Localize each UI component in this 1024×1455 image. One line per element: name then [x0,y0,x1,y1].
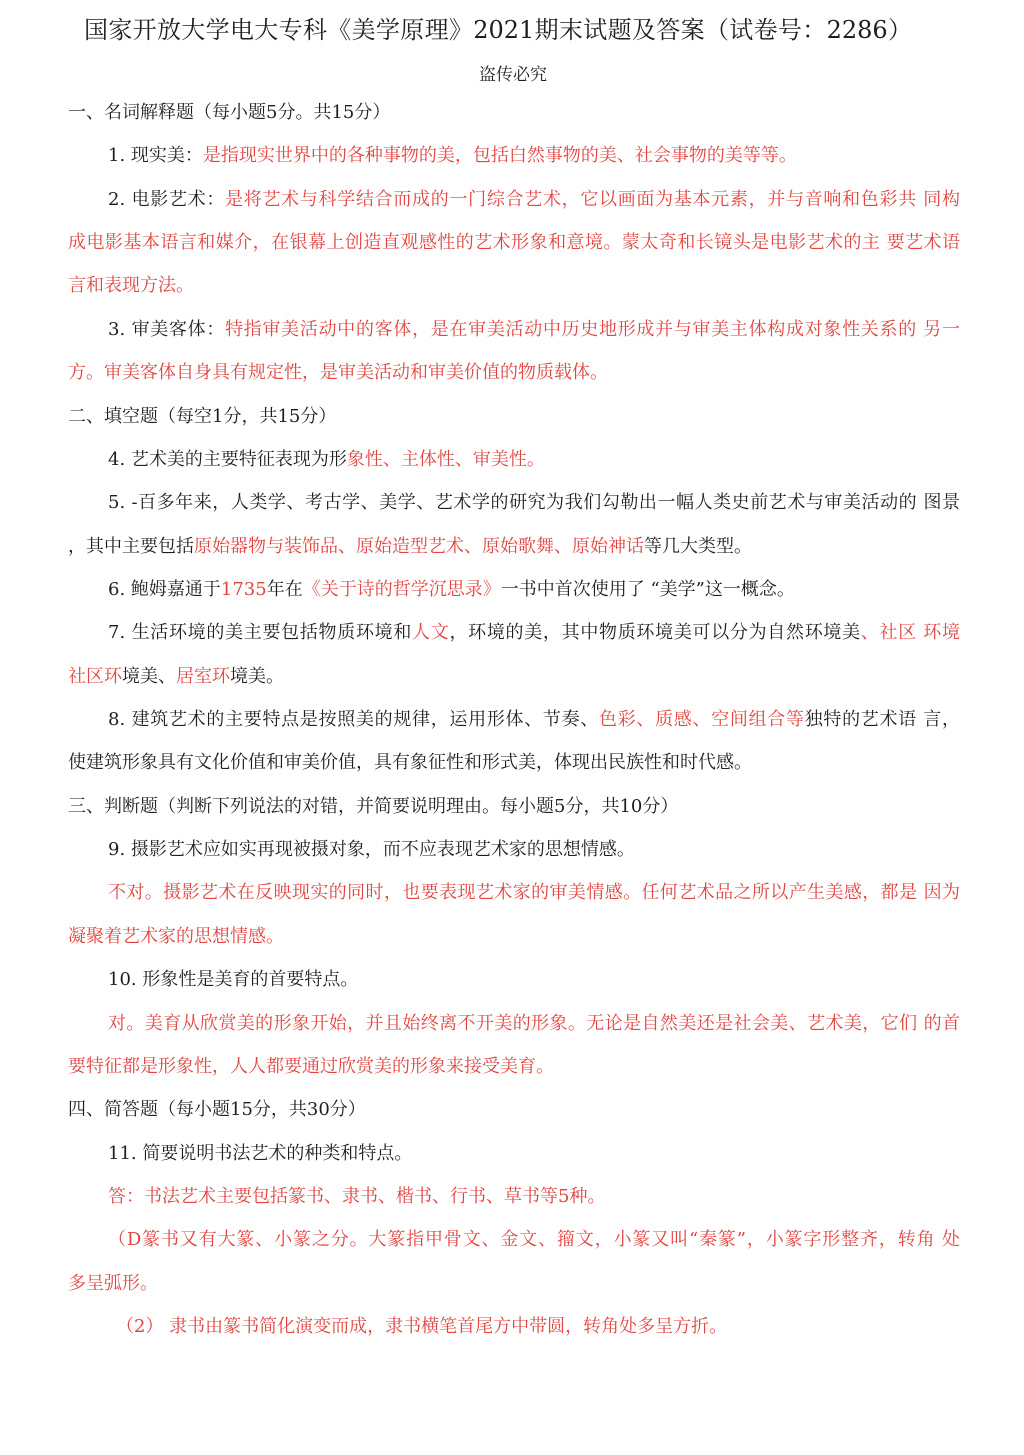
section-2-heading [68,395,960,438]
question-10 [68,958,960,1001]
question-text: 11. 简要说明书法艺术的种类和特点。 [108,1142,413,1164]
fill-in-answer: 《关于诗的哲学沉思录》 [302,578,501,600]
question-9 [68,828,960,871]
document-body [68,91,960,1348]
answer-text: 特指审美活动中的客体，是在审美活动中历史地形成并与审美主体构成对象性关系的 另一 [225,318,960,340]
question-text: 4. 艺术美的主要特征表现为形 [108,448,347,470]
answer-text: 方。审美客体自身具有规定性，是审美活动和审美价值的物质载体。 [68,362,608,384]
question-6-line-1 [68,568,960,611]
answer-text: 成电影基本语言和媒介，在银幕上创造直观感性的艺术形象和意境。蒙太奇和长镜头是电影艺术的主 要艺术语 [68,232,960,254]
question-4-line-1 [68,438,960,481]
question-2-line-1 [68,178,960,221]
question-text: 6. 鲍姆嘉通于 [108,578,221,600]
answer-9-line-2 [68,915,960,958]
question-8-line-1 [68,698,960,741]
question-text: 9. 摄影艺术应如实再现被摄对象，而不应表现艺术家的思想情感。 [108,839,635,861]
fill-in-answer: 象性、主体性、审美性。 [346,448,545,470]
answer-text: 多呈弧形。 [68,1272,158,1294]
question-8-line-2 [68,741,960,784]
answer-11-point-1-line-1 [68,1218,960,1261]
answer-text: 要特征都是形象性，人人都要通过欣赏美的形象来接受美育。 [68,1055,554,1077]
fill-in-answer: 人文 [412,622,450,644]
answer-11-point-1-line-2 [68,1262,960,1305]
fill-in-answer: 社区环 [68,665,122,687]
question-text: 境美、 [122,665,176,687]
question-stem: 2. 电影艺术： [108,188,226,210]
answer-text: 凝聚着艺术家的思想情感。 [68,925,284,947]
section-heading-text: 二、填空题（每空1分，共15分） [68,405,337,427]
question-11 [68,1132,960,1175]
answer-11-intro [68,1175,960,1218]
section-3-heading [68,785,960,828]
question-text: ，环境的美，其中物质环境美可以分为自然环境美 [449,622,861,644]
answer-9-line-1 [68,871,960,914]
question-text: 年在 [266,578,303,600]
answer-text: 是将艺术与科学结合而成的一门综合艺术，它以画面为基本元素，并与音响和色彩共 同构 [225,188,960,210]
question-7-line-2 [68,655,960,698]
question-text: 10. 形象性是美育的首要特点。 [108,969,359,991]
question-text: 7. 生活环境的美主要包括物质环境和 [108,622,413,644]
question-7-line-1 [68,611,960,654]
fill-in-answer: 原始器物与装饰品、原始造型艺术、原始歌舞、原始神话 [194,535,644,557]
section-heading-text: 四、简答题（每小题15分，共30分） [68,1099,366,1121]
question-3-line-2 [68,351,960,394]
answer-text: 是指现实世界中的各种事物的美，包括白然事物的美、社会事物的美等等。 [202,145,797,167]
answer-text: （D篆书又有大篆、小篆之分。大篆指甲骨文、金文、籀文，小篆又叫“秦篆”，小篆字形整齐，转角 处 [108,1229,960,1251]
question-text: 一书中首次使用了 “美学”这一概念。 [500,578,795,600]
section-4-heading [68,1088,960,1131]
fill-in-answer: 1735 [220,578,267,600]
question-text: ，其中主要包括 [68,535,194,557]
answer-text: 不对。摄影艺术在反映现实的同时，也要表现艺术家的审美情感。任何艺术品之所以产生美感，都是 因为 [108,882,960,904]
answer-10-line-2 [68,1045,960,1088]
copyright-notice: 盗传必究 [479,65,547,85]
answer-text: 言和表现方法。 [68,275,194,297]
question-text: 等几大类型。 [644,535,752,557]
answer-text: 答：书法艺术主要包括篆书、隶书、楷书、行书、草书等5种。 [108,1185,606,1207]
question-text: 使建筑形象具有文化价值和审美价值，具有象征性和形式美，体现出民族性和时代感。 [68,752,752,774]
section-heading-text: 三、判断题（判断下列说法的对错，并简要说明理由。每小题5分，共10分） [68,795,679,817]
section-heading-text: 一、名词解释题（每小题5分。共15分） [68,102,391,123]
answer-11-point-2 [68,1305,960,1348]
answer-text: （2） 隶书由篆书简化演变而成，隶书横笔首尾方中带圆，转角处多呈方折。 [116,1316,728,1338]
question-text: 境美。 [230,665,284,687]
document-title: 国家开放大学电大专科《美学原理》2021期末试题及答案（试卷号：2286） [84,16,912,44]
question-text: 5. -百多年来，人类学、考古学、美学、艺术学的研究为我们勾勒出一幅人类史前艺术与审美活动的 图景 [108,492,960,514]
question-text: 8. 建筑艺术的主要特点是按照美的规律，运用形体、节奏、 [108,709,600,731]
question-2-line-3 [68,264,960,307]
question-stem: 1. 现实美： [108,145,203,167]
answer-text: 对。美育从欣赏美的形象开始，并且始终离不开美的形象。无论是自然美还是社会美、艺术美，它们 的首 [108,1012,960,1034]
question-5-line-2 [68,525,960,568]
question-1-line-1 [68,134,960,177]
answer-10-line-1 [68,1002,960,1045]
question-5-line-1 [68,481,960,524]
fill-in-answer: 色彩、质感、空间组合等 [599,709,805,731]
question-2-line-2 [68,221,960,264]
fill-in-answer: 居室环 [176,665,230,687]
fill-in-answer: 、社区 环境 [860,622,960,644]
question-3-line-1 [68,308,960,351]
section-1-heading [68,91,960,134]
question-text: 独特的艺术语 言， [804,709,960,731]
question-stem: 3. 审美客体： [108,318,226,340]
